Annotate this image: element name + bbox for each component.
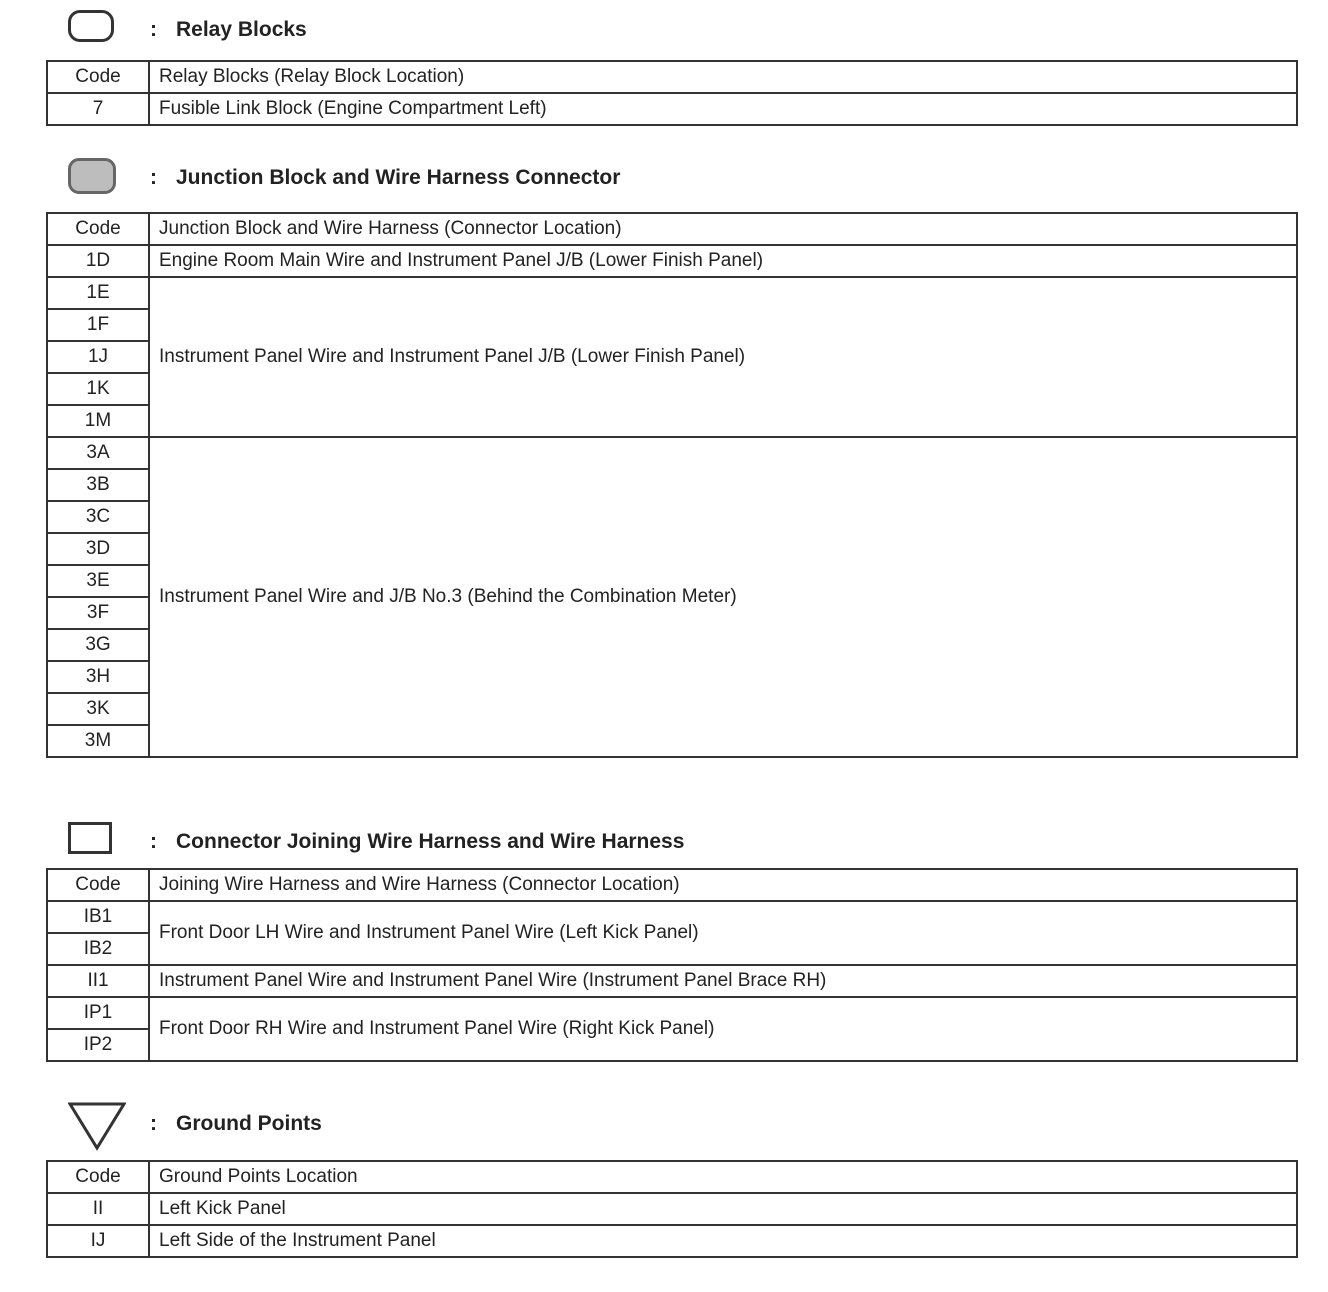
location-cell: Front Door RH Wire and Instrument Panel Wire (Right Kick Panel) [149,997,1297,1061]
table-row [47,277,1297,309]
code-header: Code [47,61,149,93]
relay-blocks-heading [46,10,1298,50]
ground-points-title: Ground Points [176,1112,322,1135]
code-cell: 3A [47,437,149,469]
code-cell: 1F [47,309,149,341]
location-cell: Left Side of the Instrument Panel [149,1225,1297,1257]
code-cell: 3D [47,533,149,565]
junction-block-section [46,158,1298,758]
code-cell: 3E [47,565,149,597]
ground-points-table [46,1160,1298,1258]
code-cell: 3G [47,629,149,661]
table-header-row [47,213,1297,245]
junction-block-heading [46,158,1298,198]
table-row [47,93,1297,125]
code-cell: 3H [47,661,149,693]
connector-title: Connector Joining Wire Harness and Wire Harness [176,830,685,853]
heading-colon: : [150,1112,157,1135]
code-header: Code [47,1161,149,1193]
code-cell: IP1 [47,997,149,1029]
code-cell: 1E [47,277,149,309]
junction-block-table [46,212,1298,758]
location-cell: Instrument Panel Wire and Instrument Panel Wire (Instrument Panel Brace RH) [149,965,1297,997]
code-cell: 7 [47,93,149,125]
junction-block-title: Junction Block and Wire Harness Connector [176,166,621,189]
code-cell: 3K [47,693,149,725]
code-cell: 3C [47,501,149,533]
location-cell: Fusible Link Block (Engine Compartment Left) [149,93,1297,125]
table-header-row [47,1161,1297,1193]
table-row [47,901,1297,933]
location-cell: Left Kick Panel [149,1193,1297,1225]
location-cell: Instrument Panel Wire and J/B No.3 (Behind the Combination Meter) [149,437,1297,757]
location-header: Junction Block and Wire Harness (Connector Location) [149,213,1297,245]
code-cell: 1M [47,405,149,437]
location-header: Joining Wire Harness and Wire Harness (Connector Location) [149,869,1297,901]
code-cell: IB1 [47,901,149,933]
connector-section [46,822,1298,1062]
connector-table [46,868,1298,1062]
location-header: Relay Blocks (Relay Block Location) [149,61,1297,93]
table-row [47,997,1297,1029]
relay-block-symbol-icon [68,10,114,42]
code-cell: 1K [47,373,149,405]
heading-colon: : [150,166,157,189]
location-cell: Engine Room Main Wire and Instrument Panel J/B (Lower Finish Panel) [149,245,1297,277]
heading-colon: : [150,830,157,853]
code-cell: 1J [47,341,149,373]
code-cell: 1D [47,245,149,277]
relay-blocks-table [46,60,1298,126]
code-header: Code [47,869,149,901]
connector-symbol-icon [68,822,112,854]
code-cell: II1 [47,965,149,997]
heading-colon: : [150,18,157,41]
code-cell: 3F [47,597,149,629]
table-row [47,437,1297,469]
table-row [47,245,1297,277]
table-row [47,965,1297,997]
ground-point-triangle-icon [68,1102,126,1152]
location-cell: Front Door LH Wire and Instrument Panel Wire (Left Kick Panel) [149,901,1297,965]
location-cell: Instrument Panel Wire and Instrument Panel J/B (Lower Finish Panel) [149,277,1297,437]
connector-heading [46,822,1298,862]
relay-blocks-title: Relay Blocks [176,18,307,41]
code-cell: II [47,1193,149,1225]
junction-block-symbol-icon [68,158,116,194]
relay-blocks-section [46,10,1298,126]
code-cell: 3M [47,725,149,757]
table-header-row [47,61,1297,93]
code-header: Code [47,213,149,245]
code-cell: IJ [47,1225,149,1257]
table-row [47,1193,1297,1225]
code-cell: IB2 [47,933,149,965]
ground-points-heading [46,1104,1298,1144]
code-cell: IP2 [47,1029,149,1061]
table-header-row [47,869,1297,901]
table-row [47,1225,1297,1257]
code-cell: 3B [47,469,149,501]
location-header: Ground Points Location [149,1161,1297,1193]
ground-points-section [46,1104,1298,1258]
